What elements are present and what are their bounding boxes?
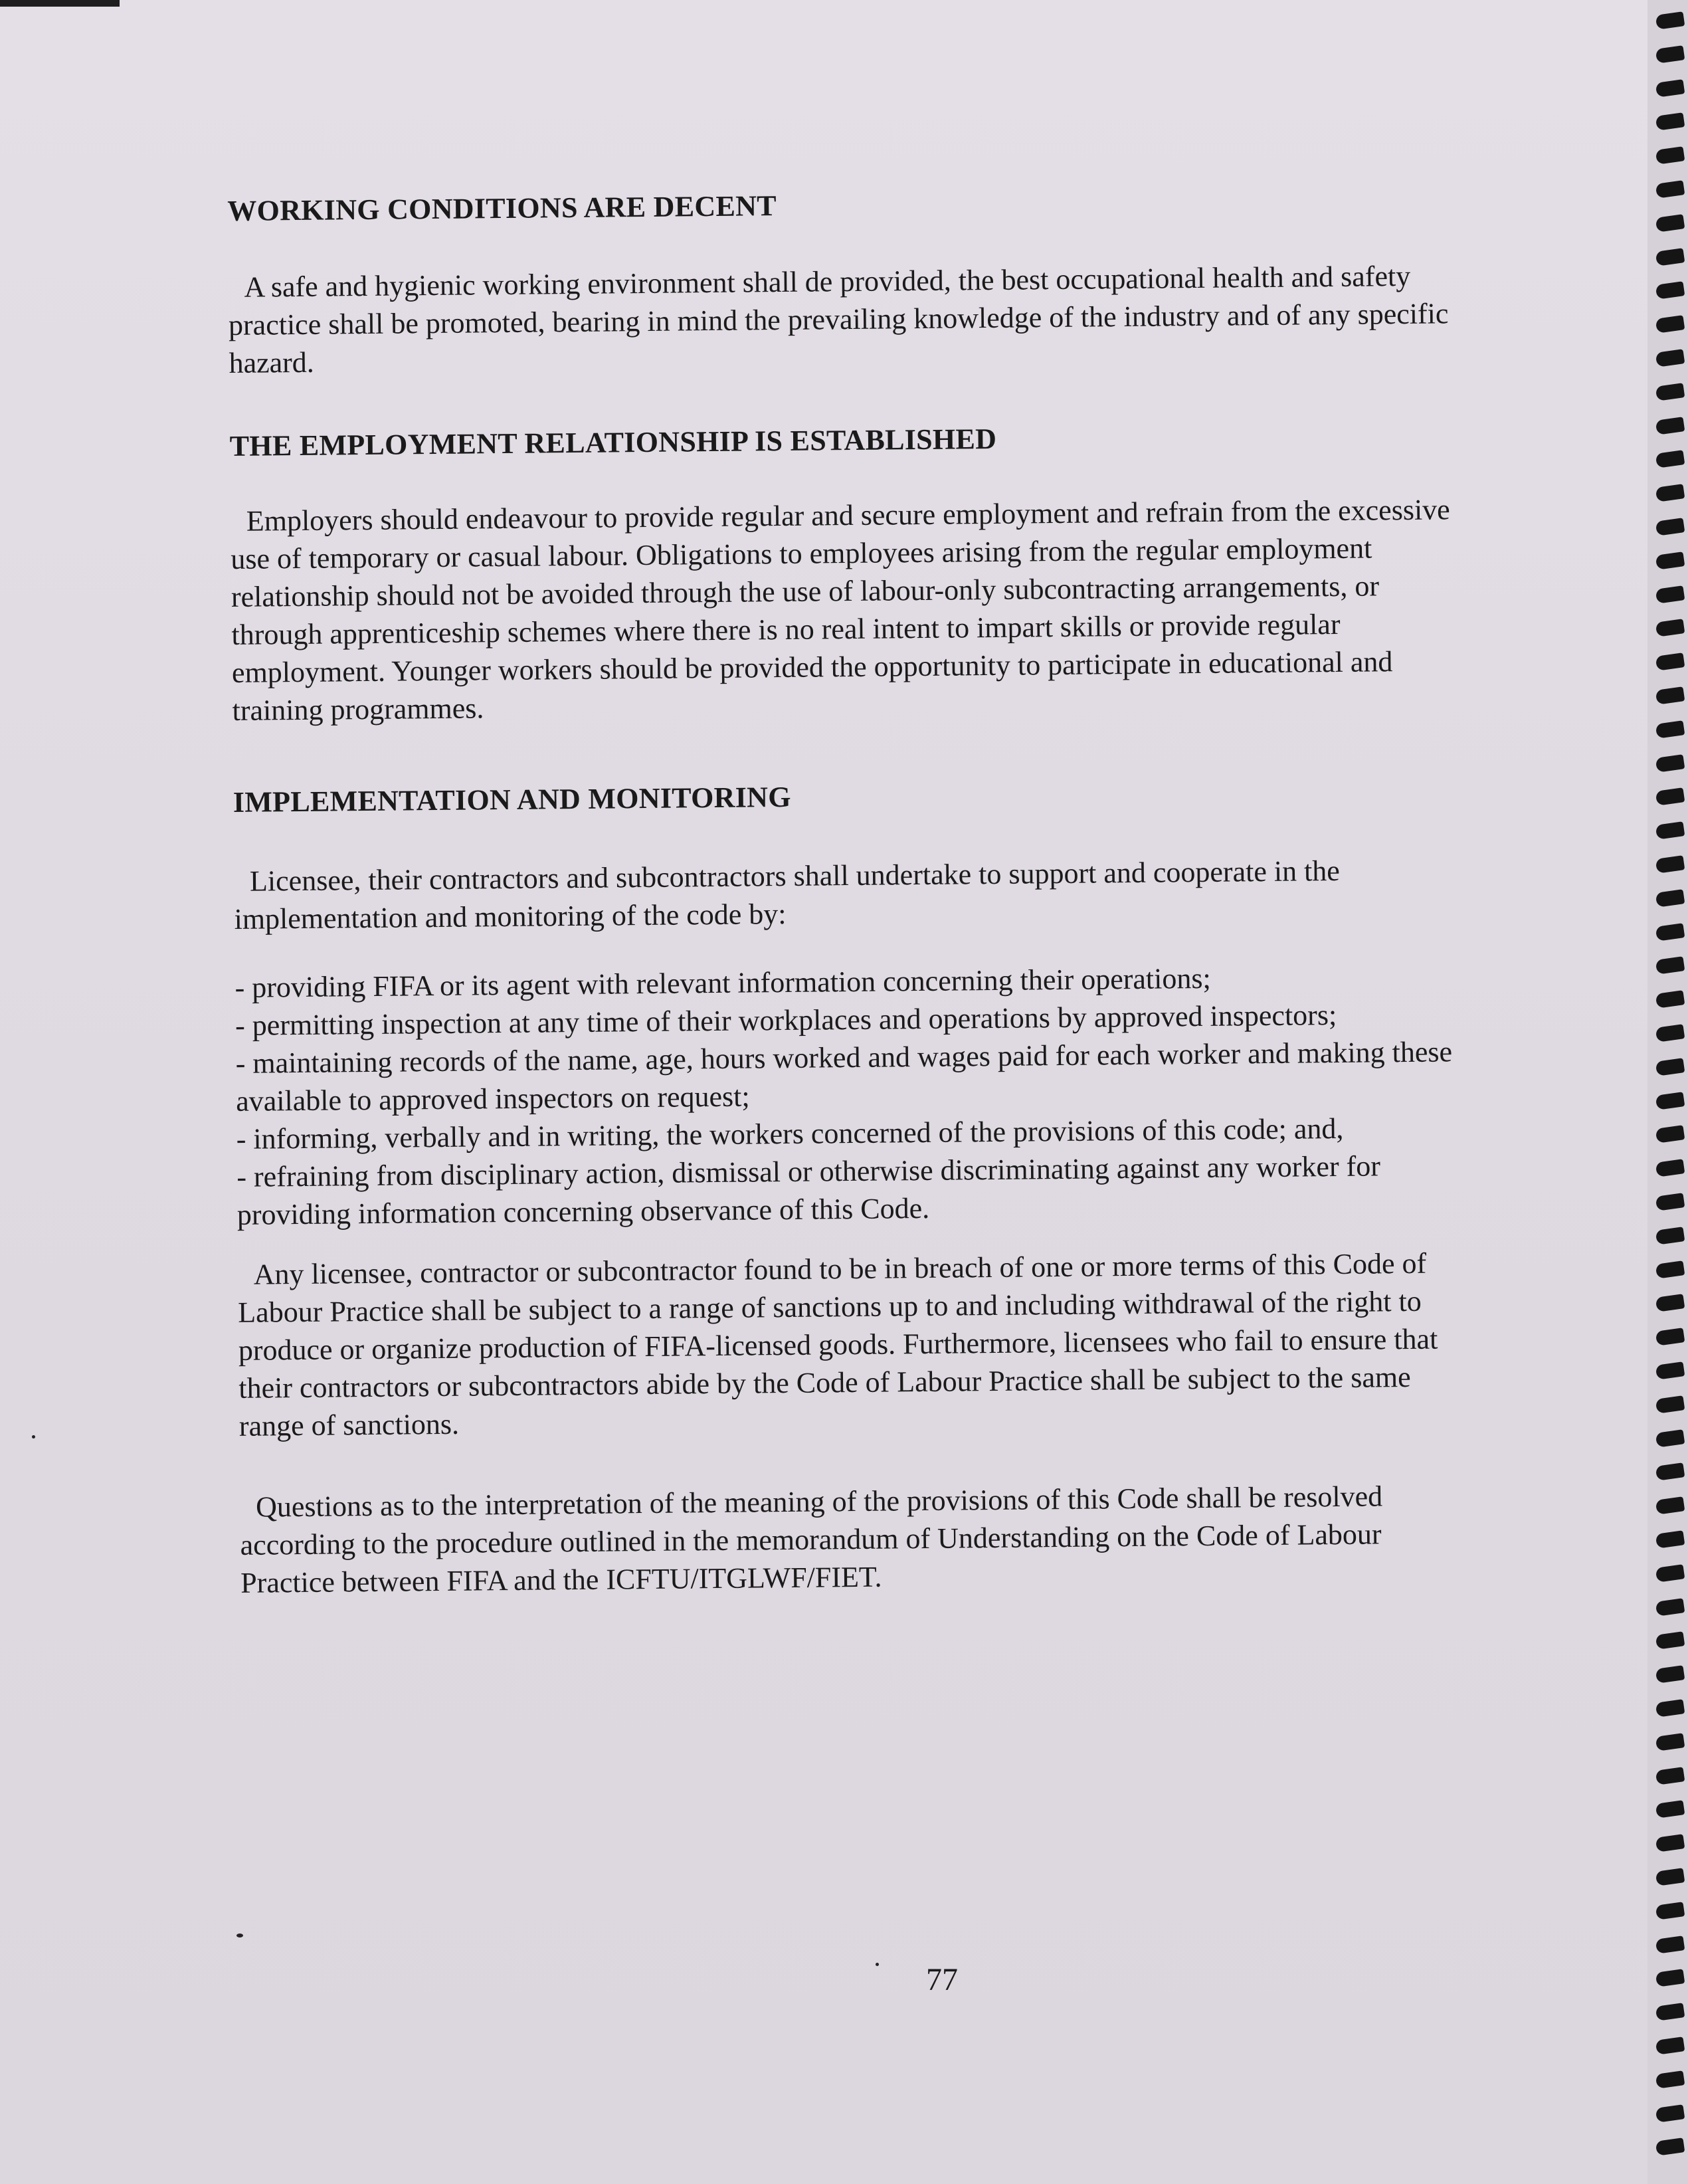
binding-coil [1655, 282, 1685, 300]
binding-coil [1655, 1361, 1685, 1380]
binding-coil [1655, 1801, 1685, 1819]
list-item: - providing FIFA or its agent with relevant information concerning their operations; [234, 961, 1211, 1004]
binding-coil [1655, 1530, 1685, 1549]
list-item: - refraining from disciplinary action, dismissal or otherwise discriminating against any worker for [236, 1149, 1381, 1193]
scan-corner-shadow [0, 0, 120, 7]
binding-coil [1655, 248, 1685, 266]
spiral-binding [1647, 0, 1688, 2184]
binding-coil [1655, 686, 1685, 705]
binding-coil [1655, 146, 1685, 165]
binding-coil [1655, 2070, 1685, 2089]
text-line: practice shall be promoted, bearing in mind the prevailing knowledge of the industry and of any specific [228, 297, 1449, 342]
binding-coil [1655, 2036, 1685, 2055]
binding-coil [1655, 990, 1685, 1009]
binding-coil [1655, 1429, 1685, 1448]
binding-coil [1655, 11, 1685, 30]
binding-coil [1655, 450, 1685, 469]
binding-coil [1655, 1193, 1685, 1211]
binding-coil [1655, 113, 1685, 132]
binding-coil [1655, 754, 1685, 773]
paragraph-employment-relationship [231, 488, 1654, 730]
binding-coil [1655, 855, 1685, 874]
text-line: relationship should not be avoided through the use of labour-only subcontracting arrangements, or [231, 569, 1380, 613]
binding-coil [1655, 1564, 1685, 1583]
binding-coil [1655, 1733, 1685, 1751]
binding-coil [1655, 1632, 1685, 1650]
binding-coil [1655, 585, 1685, 604]
text-line: Licensee, their contractors and subcontractors shall undertake to support and cooperate in the [249, 854, 1341, 898]
binding-coil [1655, 1699, 1685, 1718]
binding-coil [1655, 1294, 1685, 1313]
section-heading-working-conditions: WORKING CONDITIONS ARE DECENT [227, 189, 777, 227]
list-item: - permitting inspection at any time of their workplaces and operations by approved inspectors; [234, 999, 1337, 1042]
binding-coil [1655, 1058, 1685, 1076]
list-item: - informing, verbally and in writing, the workers concerned of the provisions of this code; and, [236, 1112, 1344, 1155]
section-heading-employment-relationship: THE EMPLOYMENT RELATIONSHIP IS ESTABLISHED [229, 422, 997, 462]
binding-coil [1655, 1902, 1685, 1920]
text-line: Employers should endeavour to provide regular and secure employment and refrain from the excessive [246, 493, 1450, 538]
binding-coil [1655, 1260, 1685, 1279]
paragraph-sanctions [237, 1242, 1661, 1445]
binding-coil [1655, 923, 1685, 942]
text-line: implementation and monitoring of the code by: [234, 897, 787, 936]
binding-coil [1655, 1767, 1685, 1785]
binding-coil [1655, 1598, 1685, 1617]
paragraph-implementation-intro [234, 848, 1656, 938]
binding-coil [1655, 1328, 1685, 1346]
binding-coil [1655, 821, 1685, 840]
binding-coil [1655, 652, 1685, 671]
binding-coil [1655, 484, 1685, 502]
text-line: training programmes. [232, 692, 484, 727]
list-item: available to approved inspectors on request; [235, 1080, 750, 1118]
list-item: providing information concerning observance of this Code. [236, 1191, 930, 1231]
page-body [227, 172, 1649, 1599]
text-line: Questions as to the interpretation of the meaning of the provisions of this Code shall be resolved [255, 1480, 1383, 1524]
binding-coil [1655, 1969, 1685, 1988]
binding-coil [1655, 417, 1685, 435]
list-item: - maintaining records of the name, age, hours worked and wages paid for each worker and making these [235, 1035, 1453, 1080]
paragraph-interpretation [240, 1474, 1663, 1602]
binding-coil [1655, 1463, 1685, 1482]
binding-coil [1655, 1126, 1685, 1144]
binding-coil [1655, 349, 1685, 367]
scan-speck [236, 1934, 243, 1937]
binding-coil [1655, 1868, 1685, 1886]
binding-coil [1655, 180, 1685, 199]
binding-coil [1655, 2138, 1685, 2157]
binding-coil [1655, 889, 1685, 908]
text-line: employment. Younger workers should be provided the opportunity to participate in educational and [231, 645, 1393, 689]
binding-coil [1655, 957, 1685, 975]
text-line: their contractors or subcontractors abide by the Code of Labour Practice shall be subject to the same [238, 1360, 1411, 1405]
binding-coil [1655, 551, 1685, 570]
binding-coil [1655, 1159, 1685, 1177]
text-line: Labour Practice shall be subject to a range of sanctions up to and including withdrawal of the right to [238, 1284, 1422, 1329]
text-line: use of temporary or casual labour. Obligations to employees arising from the regular employment [231, 532, 1372, 575]
text-line: Practice between FIFA and the ICFTU/ITGLWF/FIET. [240, 1560, 882, 1599]
binding-coil [1655, 1024, 1685, 1042]
text-line: range of sanctions. [238, 1407, 460, 1442]
binding-coil [1655, 720, 1685, 739]
text-line: hazard. [229, 346, 315, 379]
binding-coil [1655, 1936, 1685, 1954]
binding-coil [1655, 1496, 1685, 1515]
binding-coil [1655, 45, 1685, 64]
binding-coil [1655, 1834, 1685, 1852]
section-heading-implementation-monitoring: IMPLEMENTATION AND MONITORING [233, 780, 791, 819]
scan-speck [876, 1963, 879, 1966]
binding-coil [1655, 1227, 1685, 1245]
binding-coil [1655, 788, 1685, 807]
binding-coil [1655, 383, 1685, 401]
text-line: Any licensee, contractor or subcontractor found to be in breach of one or more terms of this Code of [253, 1246, 1427, 1291]
implementation-obligations-list [234, 955, 1659, 1234]
binding-coil [1655, 518, 1685, 536]
binding-coil [1655, 2104, 1685, 2123]
text-line: produce or organize production of FIFA-licensed goods. Furthermore, licensees who fail to ensure that [238, 1322, 1438, 1367]
text-line: through apprenticeship schemes where there is no real intent to impart skills or provide regular [231, 607, 1341, 651]
paragraph-working-conditions [228, 254, 1651, 382]
binding-coil [1655, 1395, 1685, 1414]
binding-coil [1655, 1092, 1685, 1110]
text-line: A safe and hygienic working environment shall de provided, the best occupational health and safety [244, 259, 1411, 304]
text-line: according to the procedure outlined in the memorandum of Understanding on the Code of Labour [240, 1518, 1382, 1561]
binding-coil [1655, 1665, 1685, 1684]
binding-coil [1655, 79, 1685, 98]
binding-coil [1655, 315, 1685, 334]
binding-coil [1655, 619, 1685, 638]
binding-coil [1655, 2003, 1685, 2021]
binding-coil [1655, 214, 1685, 233]
scan-speck [32, 1435, 35, 1439]
page-number: 77 [926, 1962, 958, 1997]
